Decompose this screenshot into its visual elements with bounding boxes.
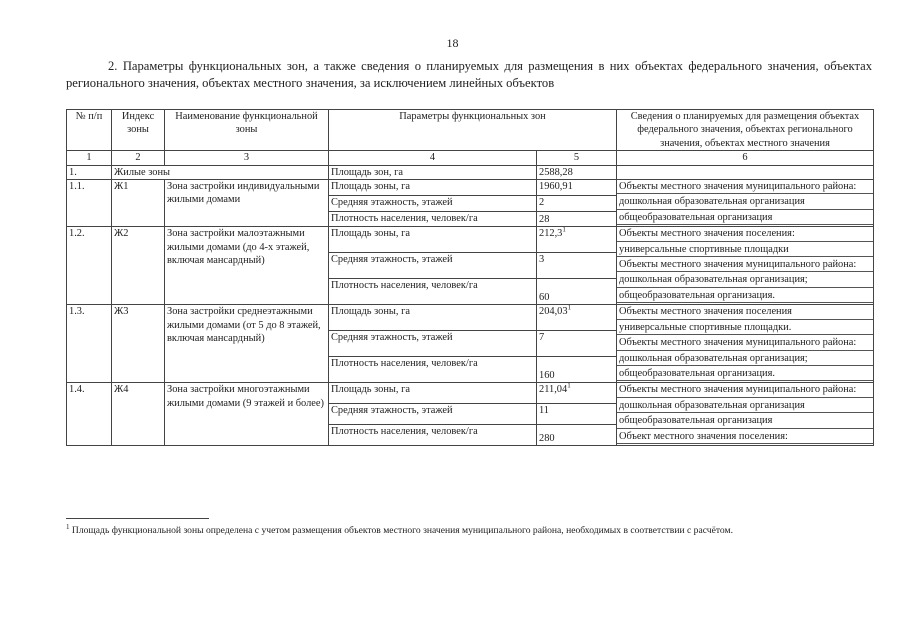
param-label: Средняя этажность, этажей <box>329 331 537 357</box>
info-line: дошкольная образовательная организация; <box>617 352 873 366</box>
group-row <box>67 165 874 179</box>
zone-name: Зона застройки малоэтажными жилыми домами (до 4-х этажей, включая мансардный) <box>165 227 329 305</box>
column-numbers-row <box>67 151 874 165</box>
param-label: Средняя этажность, этажей <box>329 404 537 425</box>
info-line: дошкольная образовательная организация; <box>617 273 873 287</box>
footnote-text: Площадь функциональной зоны определена с учетом размещения объектов местного значения муниципального района, необходимых в соответствии с расчётом. <box>69 525 733 536</box>
zone-num: 1.4. <box>67 383 112 446</box>
footnote-ref: 1 <box>562 226 566 234</box>
group-value: 2588,28 <box>537 165 617 179</box>
section-heading: 2. Параметры функциональных зон, а также сведения о планируемых для размещения в них объектах федерального значения, объектах регионального значения, объектах местного значения, за исключением линейных объектов <box>66 59 872 90</box>
footnote-rule <box>66 518 209 519</box>
info-line: Объекты местного значения муниципального района: <box>617 383 873 397</box>
zone-objects-info <box>617 180 874 227</box>
info-line: общеобразовательная организация. <box>617 367 873 381</box>
param-label: Средняя этажность, этажей <box>329 253 537 279</box>
column-number: 4 <box>329 151 537 165</box>
zone-index: Ж3 <box>112 305 165 383</box>
param-value <box>537 195 617 211</box>
param-value-text: 28 <box>539 213 550 225</box>
info-line: общеобразовательная организация. <box>617 289 873 303</box>
footnote-mark: 1 <box>66 522 70 531</box>
zone-num: 1.3. <box>67 305 112 383</box>
zone-name: Зона застройки среднеэтажными жилыми домами (от 5 до 8 этажей, включая мансардный) <box>165 305 329 383</box>
param-value <box>537 404 617 425</box>
column-number: 6 <box>617 151 874 165</box>
zone-num: 1.1. <box>67 180 112 227</box>
info-line: Объекты местного значения муниципального района: <box>617 258 873 272</box>
info-line: Объекты местного значения поселения <box>617 305 873 319</box>
param-value-text: 280 <box>539 432 555 444</box>
footnote-ref: 1 <box>567 382 571 390</box>
table-row <box>67 383 874 404</box>
param-value <box>537 253 617 279</box>
param-value <box>537 357 617 383</box>
param-value <box>537 279 617 305</box>
param-value <box>537 227 617 253</box>
param-label: Средняя этажность, этажей <box>329 195 537 211</box>
zone-name: Зона застройки многоэтажными жилыми домами (9 этажей и более) <box>165 383 329 446</box>
param-value-text: 212,3 <box>539 228 563 240</box>
info-line: Объекты местного значения поселения: <box>617 227 873 241</box>
param-value <box>537 211 617 227</box>
table-row <box>67 227 874 253</box>
group-param: Площадь зон, га <box>329 165 537 179</box>
param-value-text: 160 <box>539 369 555 381</box>
group-num: 1. <box>67 165 112 179</box>
zone-objects-info <box>617 305 874 383</box>
param-label: Площадь зоны, га <box>329 383 537 404</box>
zone-index: Ж4 <box>112 383 165 446</box>
param-label: Плотность населения, человек/га <box>329 425 537 446</box>
param-label: Площадь зоны, га <box>329 180 537 196</box>
table-header-row <box>67 110 874 151</box>
column-number: 5 <box>537 151 617 165</box>
param-value-text: 3 <box>539 254 545 266</box>
zone-num: 1.2. <box>67 227 112 305</box>
info-line: Объекты местного значения муниципального района: <box>617 336 873 350</box>
info-line: универсальные спортивные площадки. <box>617 321 873 335</box>
param-value <box>537 331 617 357</box>
param-label: Площадь зоны, га <box>329 305 537 331</box>
group-info <box>617 165 874 179</box>
header-num: № п/п <box>67 110 112 151</box>
param-value <box>537 383 617 404</box>
param-value-text: 211,04 <box>539 384 568 396</box>
zone-objects-info <box>617 383 874 446</box>
footnote <box>66 522 872 538</box>
param-label: Плотность населения, человек/га <box>329 279 537 305</box>
zones-table <box>66 109 874 446</box>
param-value <box>537 180 617 196</box>
info-line: Объект местного значения поселения: <box>617 430 873 444</box>
param-value <box>537 425 617 446</box>
column-number: 3 <box>165 151 329 165</box>
zone-objects-info <box>617 227 874 305</box>
info-line: дошкольная образовательная организация <box>617 399 873 413</box>
zone-rows <box>67 180 874 446</box>
table-row <box>67 305 874 331</box>
param-label: Площадь зоны, га <box>329 227 537 253</box>
info-line: общеобразовательная организация <box>617 414 873 428</box>
param-value-text: 7 <box>539 332 545 344</box>
zone-index: Ж2 <box>112 227 165 305</box>
param-label: Плотность населения, человек/га <box>329 211 537 227</box>
param-value-text: 60 <box>539 291 550 303</box>
zone-index: Ж1 <box>112 180 165 227</box>
header-params: Параметры функциональных зон <box>329 110 617 151</box>
param-value-text: 2 <box>539 196 545 208</box>
footnote-ref: 1 <box>567 304 572 312</box>
info-line: общеобразовательная организация <box>617 211 873 225</box>
info-line: Объекты местного значения муниципального района: <box>617 180 873 194</box>
param-label: Плотность населения, человек/га <box>329 357 537 383</box>
group-name: Жилые зоны <box>112 165 329 179</box>
column-number: 2 <box>112 151 165 165</box>
info-line: универсальные спортивные площадки <box>617 243 873 257</box>
page-number: 18 <box>446 36 459 50</box>
param-value-text: 204,03 <box>539 306 568 318</box>
param-value <box>537 305 617 331</box>
zone-name: Зона застройки индивидуальными жилыми домами <box>165 180 329 227</box>
header-index: Индекс зоны <box>112 110 165 151</box>
header-info: Сведения о планируемых для размещения объектах федерального значения, объектах регионального значения, объектах местного значения <box>617 110 874 151</box>
param-value-text: 1960,91 <box>539 181 573 193</box>
info-line: дошкольная образовательная организация <box>617 195 873 209</box>
column-number: 1 <box>67 151 112 165</box>
table-row <box>67 180 874 196</box>
param-value-text: 11 <box>539 405 550 417</box>
header-name: Наименование функциональной зоны <box>165 110 329 151</box>
